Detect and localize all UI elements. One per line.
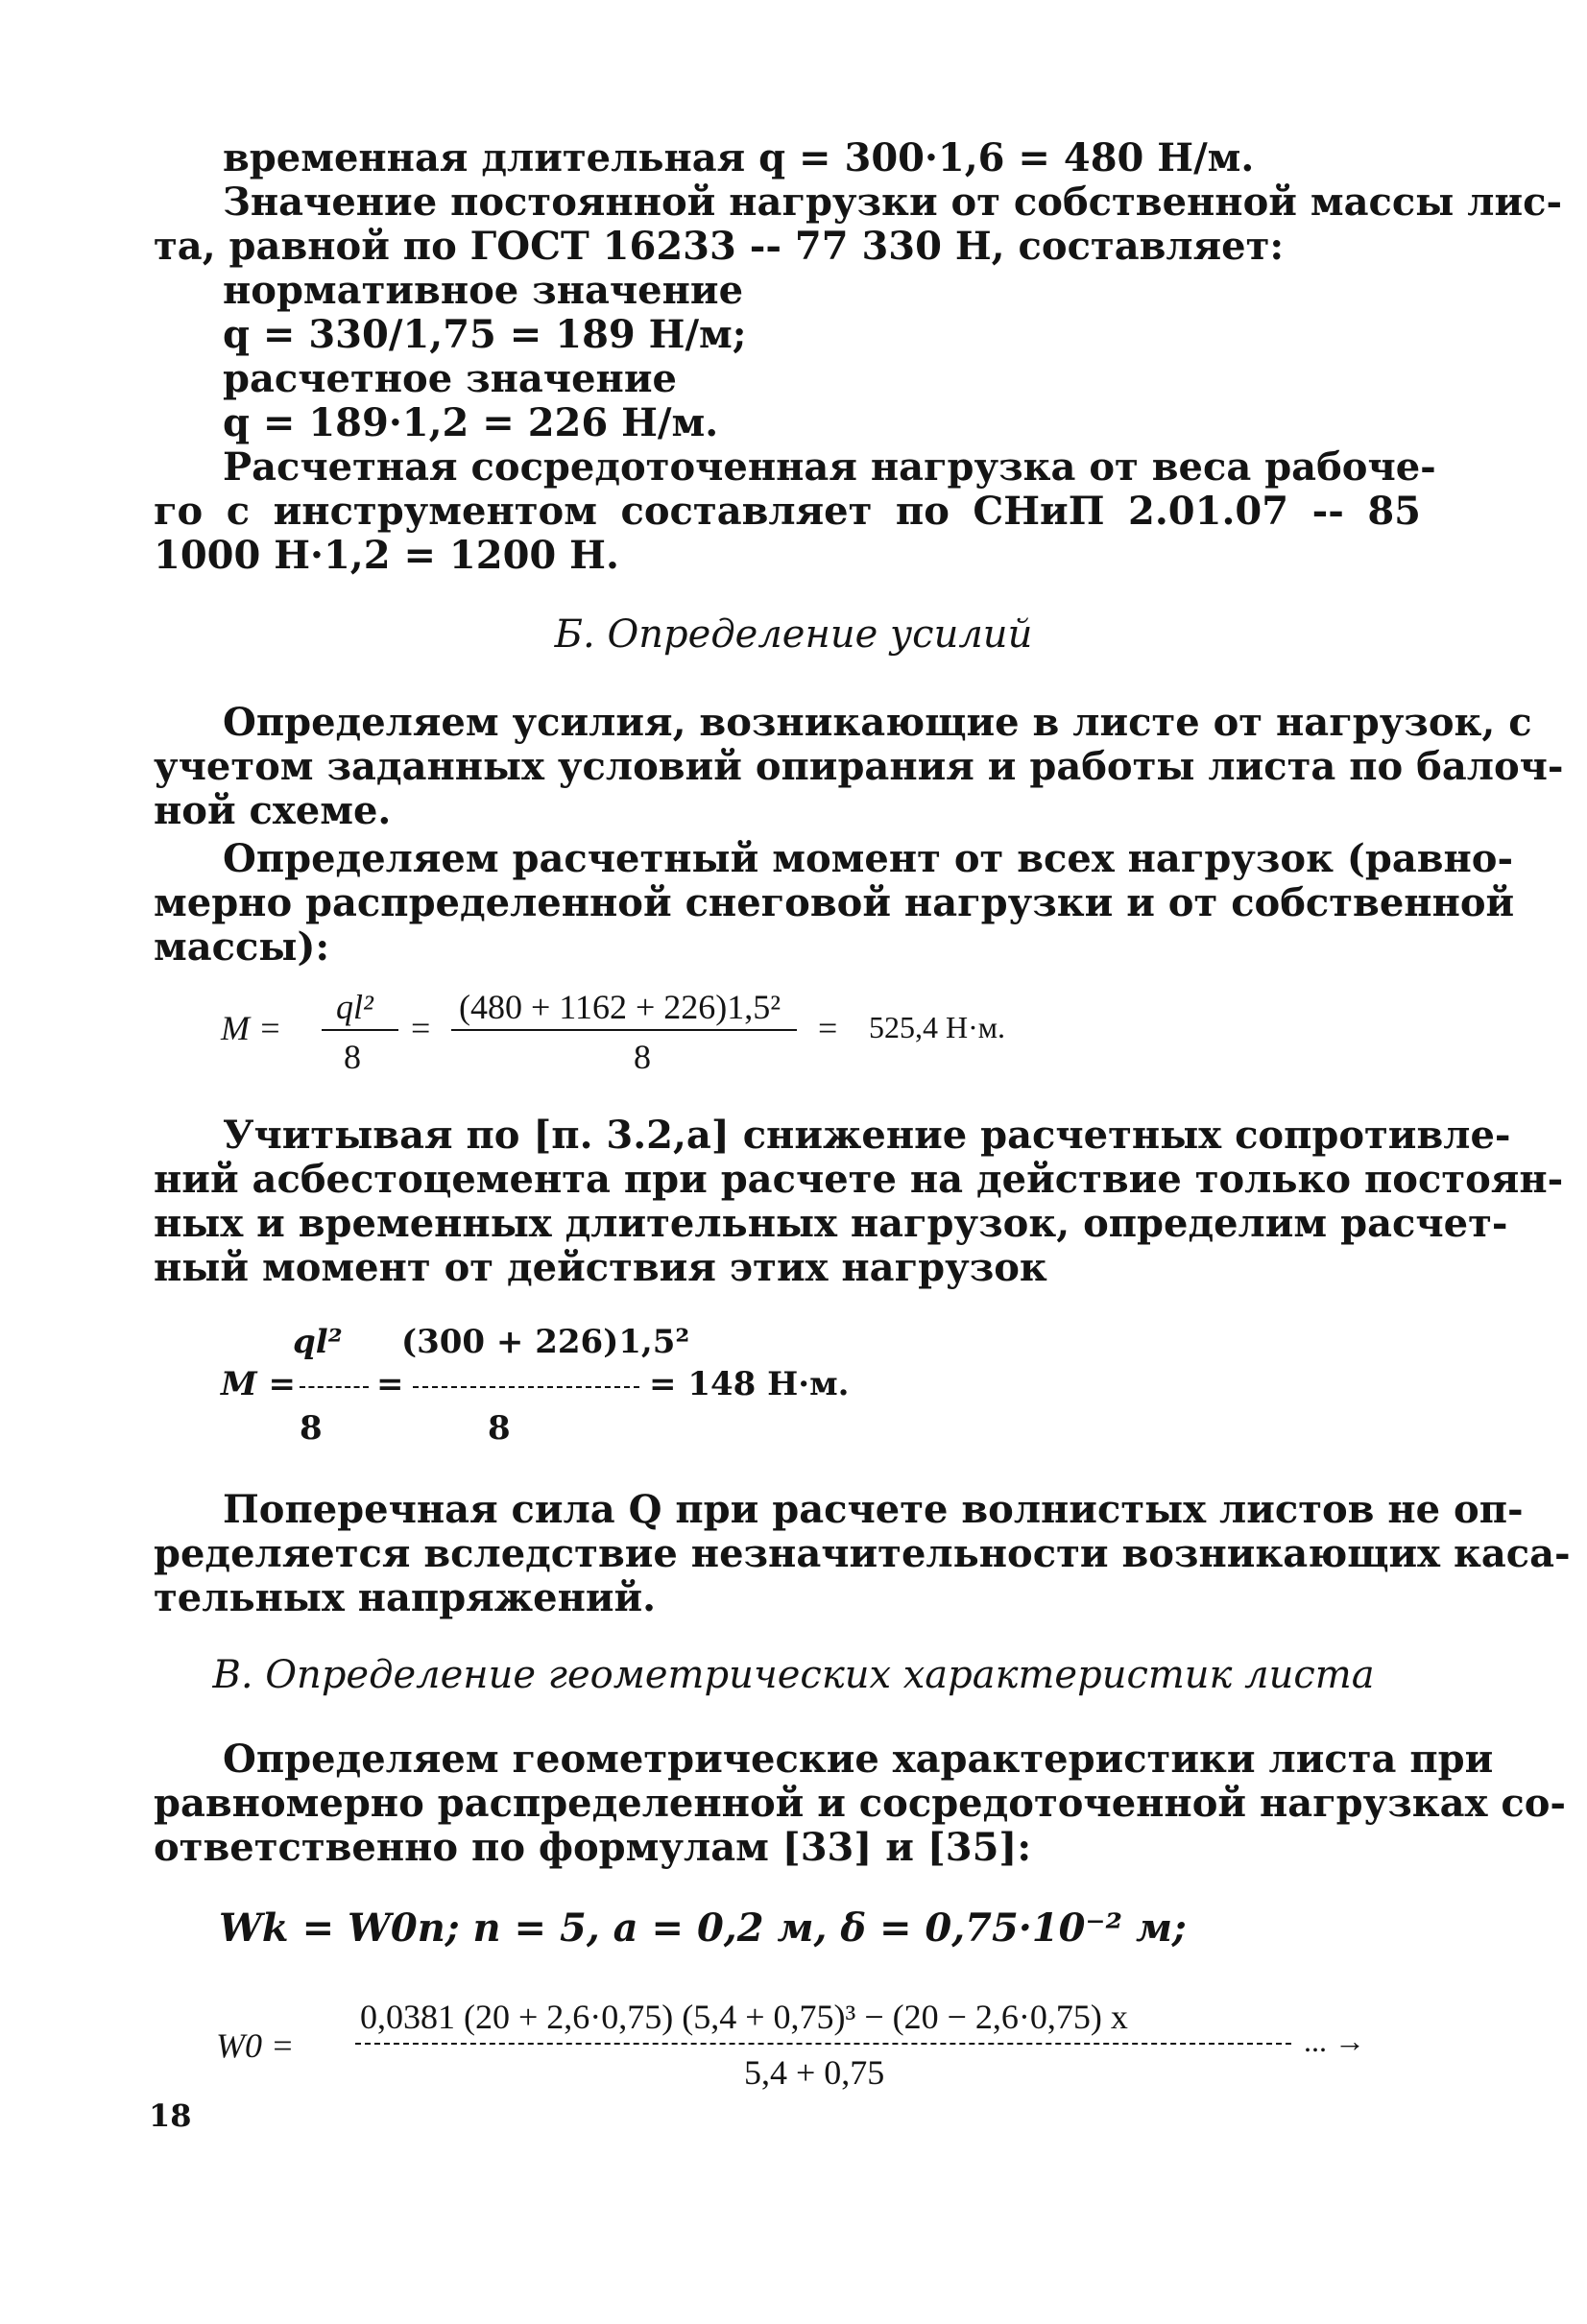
text-line: та, равной по ГОСТ 16233 -- 77 330 Н, составляет: <box>154 224 1285 269</box>
fraction-denominator: 8 <box>634 1038 651 1076</box>
text-line: ных и временных длительных нагрузок, определим расчет- <box>154 1201 1508 1246</box>
fraction-bar <box>413 1386 639 1388</box>
fraction-numerator: ql² <box>336 988 373 1026</box>
text-line: ной схеме. <box>154 788 392 833</box>
formula-lhs: M = <box>221 1365 296 1403</box>
formula-result: 525,4 Н·м. <box>869 1010 1006 1044</box>
section-heading: В. Определение геометрических характеристик листа <box>212 1653 1375 1697</box>
text-line: Значение постоянной нагрузки от собственной массы лис- <box>223 180 1563 225</box>
text-line: временная длительная q = 300·1,6 = 480 Н/м. <box>223 135 1255 180</box>
text-line: нормативное значение <box>223 268 744 313</box>
formula-lhs: W0 = <box>216 2026 295 2065</box>
fraction-denominator: 8 <box>344 1038 361 1076</box>
text-line: Определяем геометрические характеристики листа при <box>223 1737 1494 1782</box>
fraction-denominator: 5,4 + 0,75 <box>744 2053 885 2092</box>
text-line: Определяем усилия, возникающие в листе от нагрузок, с <box>223 700 1532 745</box>
fraction-numerator: ql² <box>293 1323 343 1361</box>
fraction-numerator: (480 + 1162 + 226)1,5² <box>459 988 781 1026</box>
equals-sign: = <box>411 1009 431 1047</box>
text-line: Поперечная сила Q при расчете волнистых листов не оп- <box>223 1487 1524 1532</box>
text-line: ный момент от действия этих нагрузок <box>154 1245 1047 1290</box>
text-line: расчетное значение <box>223 356 677 401</box>
text-line: Определяем расчетный момент от всех нагрузок (равно- <box>223 836 1514 881</box>
text-line: учетом заданных условий опирания и работы листа по балоч- <box>154 744 1564 789</box>
text-line: ределяется вследствие незначительности возникающих каса- <box>154 1531 1571 1576</box>
formula-section-modulus: Wk = W0n; n = 5, a = 0,2 м, δ = 0,75·10⁻² м; <box>219 1905 1187 1951</box>
fraction-bar <box>322 1029 398 1031</box>
equals-sign: = <box>818 1009 838 1047</box>
formula-lhs: M = <box>221 1009 282 1047</box>
fraction-bar <box>355 2043 1291 2045</box>
fraction-bar <box>451 1029 797 1031</box>
formula-result: = 148 Н·м. <box>649 1365 850 1403</box>
text-line: тельных напряжений. <box>154 1575 657 1620</box>
text-line: q = 189·1,2 = 226 Н/м. <box>223 400 719 445</box>
fraction-denominator: 8 <box>300 1409 323 1448</box>
text-line: го с инструментом составляет по СНиП 2.01.07 -- 85 <box>154 489 1421 534</box>
page-number: 18 <box>149 2097 192 2134</box>
text-line: равномерно распределенной и сосредоточенной нагрузках со- <box>154 1781 1566 1826</box>
text-line: Расчетная сосредоточенная нагрузка от веса рабоче- <box>223 444 1436 490</box>
fraction-numerator: (300 + 226)1,5² <box>401 1323 690 1361</box>
text-line: Учитывая по [п. 3.2,а] снижение расчетных сопротивле- <box>223 1113 1511 1158</box>
text-line: ний асбестоцемента при расчете на действие только постоян- <box>154 1157 1564 1202</box>
text-line: q = 330/1,75 = 189 Н/м; <box>223 312 747 357</box>
fraction-numerator: 0,0381 (20 + 2,6·0,75) (5,4 + 0,75)³ − (20 − 2,6·0,75) x <box>360 1998 1128 2036</box>
text-line: 1000 Н·1,2 = 1200 Н. <box>154 533 619 578</box>
text-line: массы): <box>154 924 330 970</box>
equals-sign: = <box>376 1365 404 1403</box>
text-line: ответственно по формулам [33] и [35]: <box>154 1825 1032 1870</box>
fraction-denominator: 8 <box>488 1409 511 1448</box>
fraction-bar <box>300 1386 369 1388</box>
section-heading: Б. Определение усилий <box>554 612 1033 657</box>
text-line: мерно распределенной снеговой нагрузки и от собственной <box>154 880 1515 925</box>
continuation-arrow: ... → <box>1304 2024 1365 2058</box>
